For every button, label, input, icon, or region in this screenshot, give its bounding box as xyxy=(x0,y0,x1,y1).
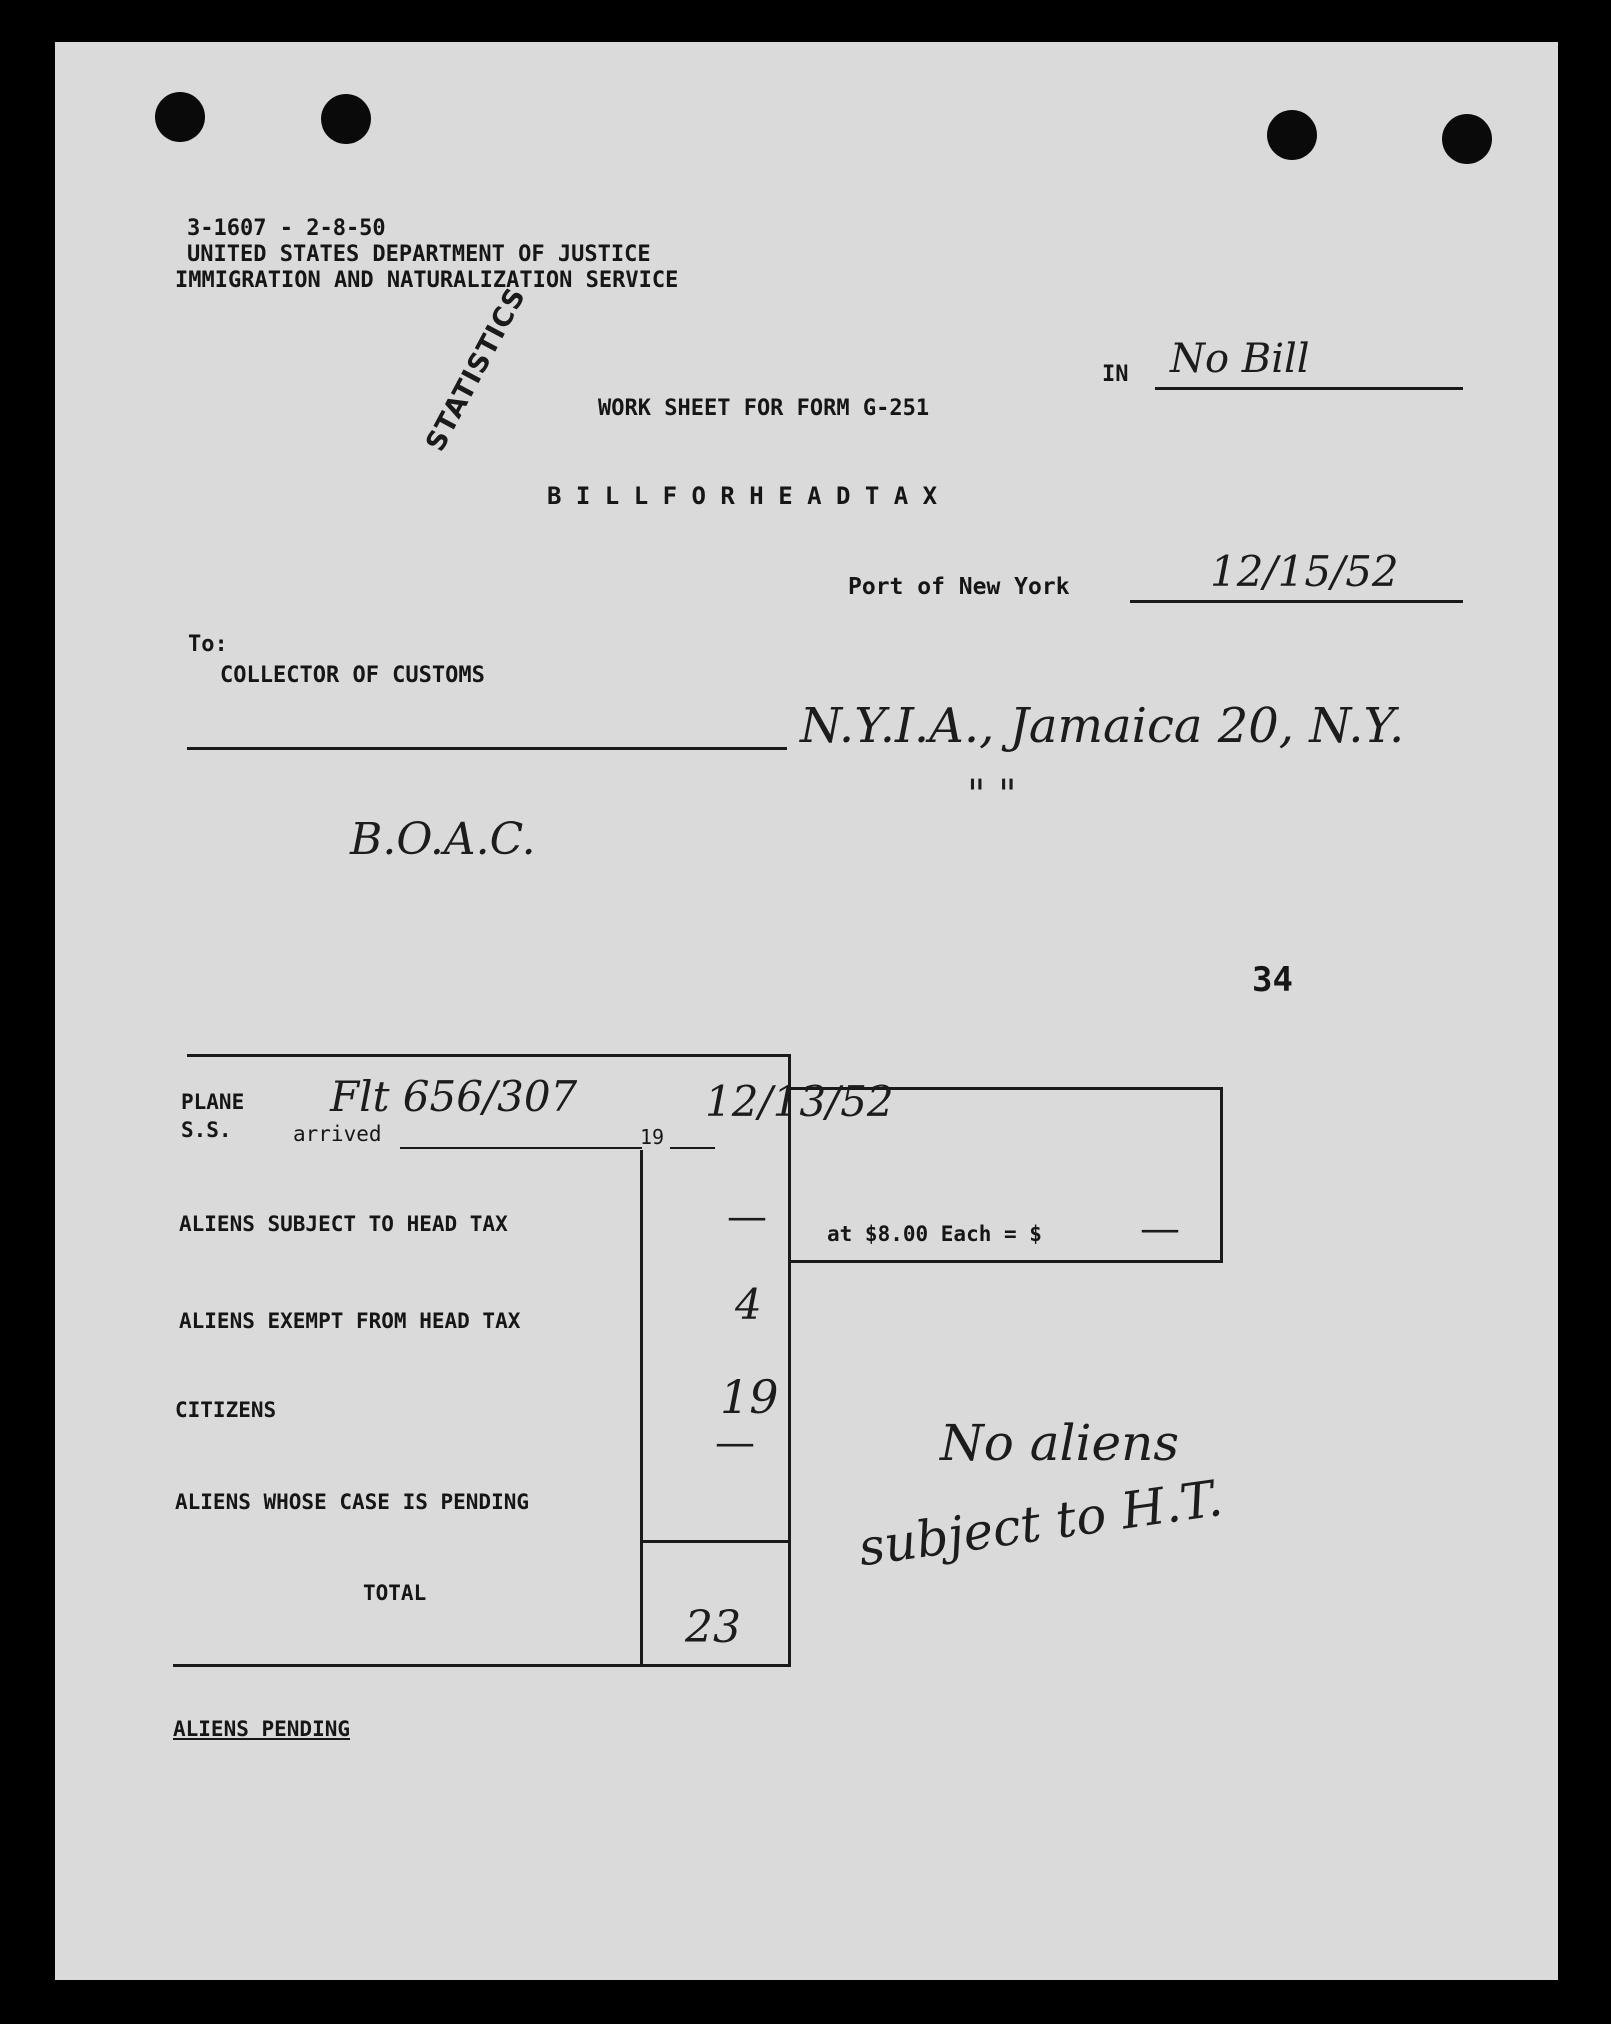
citizens-value: 19 xyxy=(720,1370,779,1424)
ditto-marks: " " xyxy=(967,772,1017,818)
plane-label: PLANE xyxy=(181,1090,245,1114)
punch-hole xyxy=(1442,114,1492,164)
arrived-label: arrived xyxy=(293,1122,382,1146)
aliens-pending-heading: ALIENS PENDING xyxy=(173,1717,351,1741)
pending-label: ALIENS WHOSE CASE IS PENDING xyxy=(175,1490,530,1514)
subject-value: — xyxy=(727,1194,767,1240)
bill-date: 12/15/52 xyxy=(1210,547,1399,596)
punch-hole xyxy=(155,92,205,142)
date-underline xyxy=(1130,600,1463,603)
exempt-value: 4 xyxy=(735,1280,762,1329)
arrival-date: 12/13/52 xyxy=(705,1077,894,1126)
table-right-rule xyxy=(788,1054,791,1666)
port-label: Port of New York xyxy=(848,574,1070,600)
worksheet-title: WORK SHEET FOR FORM G-251 xyxy=(598,396,930,421)
flight-number: Flt 656/307 xyxy=(330,1072,578,1121)
page-number: 34 xyxy=(1252,960,1293,1000)
bill-title: B I L L F O R H E A D T A X xyxy=(547,482,938,510)
year-prefix: 19 xyxy=(640,1125,665,1149)
carrier-name: B.O.A.C. xyxy=(350,814,536,865)
punch-hole xyxy=(321,94,371,144)
table-top-rule xyxy=(187,1054,790,1057)
total-value: 23 xyxy=(685,1602,741,1653)
statistics-stamp: STATISTICS xyxy=(420,282,533,457)
service-name: IMMIGRATION AND NATURALIZATION SERVICE xyxy=(175,268,679,293)
note-line-1: No aliens xyxy=(940,1414,1179,1472)
total-box-top-rule xyxy=(640,1540,791,1543)
department-name: UNITED STATES DEPARTMENT OF JUSTICE xyxy=(187,242,651,267)
note-line-2: subject to H.T. xyxy=(855,1469,1226,1578)
amount-value: — xyxy=(1140,1206,1180,1252)
total-label: TOTAL xyxy=(363,1581,427,1605)
to-label: To: xyxy=(188,632,228,657)
subject-label: ALIENS SUBJECT TO HEAD TAX xyxy=(179,1212,508,1236)
punch-hole xyxy=(1267,110,1317,160)
rate-box-bottom-rule xyxy=(788,1260,1223,1263)
in-label: IN xyxy=(1102,362,1129,387)
rate-box-right-rule xyxy=(1220,1087,1223,1263)
pending-value: — xyxy=(715,1420,755,1466)
collector-label: COLLECTOR OF CUSTOMS xyxy=(220,663,485,688)
address-underline xyxy=(187,747,787,750)
ss-label: S.S. xyxy=(181,1118,232,1142)
in-underline xyxy=(1155,387,1463,390)
document-page xyxy=(55,42,1558,1980)
year-underline xyxy=(670,1147,715,1149)
table-bottom-rule xyxy=(173,1664,791,1667)
collector-address: N.Y.I.A., Jamaica 20, N.Y. xyxy=(800,698,1405,754)
form-code: 3-1607 - 2-8-50 xyxy=(187,216,386,241)
table-inner-rule xyxy=(640,1150,643,1666)
in-value: No Bill xyxy=(1170,336,1310,382)
exempt-label: ALIENS EXEMPT FROM HEAD TAX xyxy=(179,1309,521,1333)
citizens-label: CITIZENS xyxy=(175,1398,277,1422)
rate-text: at $8.00 Each = $ xyxy=(827,1222,1042,1246)
arrived-underline xyxy=(400,1147,642,1149)
